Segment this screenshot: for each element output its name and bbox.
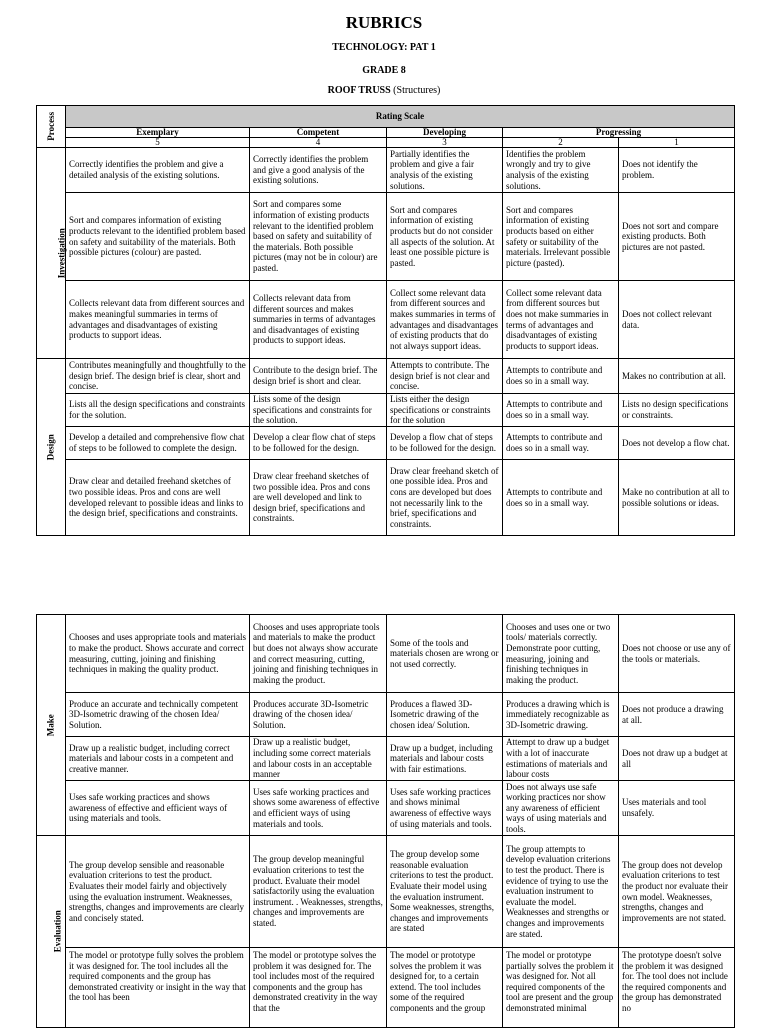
rubric-cell: Develop a flow chat of steps to be followed for the design.: [387, 427, 503, 460]
rubric-cell: Lists all the design specifications and constraints for the solution.: [66, 394, 250, 427]
rubric-cell: Contribute to the design brief. The design brief is short and clear.: [250, 359, 387, 394]
rubric-cell: Make no contribution at all to possible solutions or ideas.: [619, 460, 735, 536]
rubric-cell: The group develop some reasonable evaluation criterions to test the product. Evaluate their model using the evaluation instrument. Some weaknesses, strengths, changes and improvements are stated: [387, 836, 503, 948]
rubric-cell: Attempts to contribute and does so in a small way.: [503, 394, 619, 427]
table-row: [37, 836, 735, 948]
section-label: Make: [45, 714, 56, 736]
document-title: RUBRICS: [345, 13, 423, 32]
section-label: Design: [45, 433, 56, 461]
rubric-cell: Does not develop a flow chat.: [619, 427, 735, 460]
rubric-cell: Draw clear freehand sketches of two possible idea. Pros and cons are well developed and link to design brief, specifications and constraints.: [250, 460, 387, 536]
rubric-cell: Draw clear freehand sketch of one possible idea. Pros and cons are developed but does not necessarily link to the brief, specifications and constraints.: [387, 460, 503, 536]
rubric-cell: Attempts to contribute and does so in a small way.: [503, 359, 619, 394]
score-5: 5: [66, 138, 250, 148]
rubric-cell: Does not always use safe working practices nor show any awareness of efficient ways of using materials and tools.: [503, 781, 619, 836]
score-2: 2: [503, 138, 619, 148]
rubric-cell: Sort and compares information of existing products based on either safety or suitability of the materials. Irrelevant possible picture (pasted).: [503, 193, 619, 281]
section-design: [37, 359, 66, 536]
rubric-cell: Uses safe working practices and shows awareness of effective and efficient ways of using materials and tools.: [66, 781, 250, 836]
process-label: Process: [46, 112, 57, 141]
rubric-cell: Attempts to contribute and does so in a small way.: [503, 460, 619, 536]
rubric-cell: Does not produce a drawing at all.: [619, 693, 735, 737]
rubric-cell: Does not sort and compare existing products. Both pictures are not pasted.: [619, 193, 735, 281]
rubric-cell: Lists no design specifications or constraints.: [619, 394, 735, 427]
section-label: Investigation: [56, 227, 67, 279]
rubric-cell: Produce an accurate and technically competent 3D-Isometric drawing of the chosen Idea/ Solution.: [66, 693, 250, 737]
rubric-table-top: [36, 105, 735, 536]
rubric-cell: Uses materials and tool unsafely.: [619, 781, 735, 836]
table-row: [37, 948, 735, 1028]
rubric-cell: The group attempts to develop evaluation criterions to test the product. There is evidence of trying to use the evaluation instrument to evaluate the model. Weaknesses and strengths or changes and improvements are stated.: [503, 836, 619, 948]
process-header: [37, 106, 66, 148]
table-row: [37, 427, 735, 460]
rubric-cell: The model or prototype partially solves the problem it was designed for. Not all required components of the tool are present and the group demonstrated minimal: [503, 948, 619, 1028]
rubric-cell: Attempt to draw up a budget with a lot of inaccurate estimations of materials and labour costs: [503, 737, 619, 781]
rubric-cell: Attempts to contribute. The design brief is not clear and concise.: [387, 359, 503, 394]
level-competent: Competent: [250, 128, 387, 138]
rubric-cell: Chooses and uses one or two tools/ materials correctly. Demonstrate poor cutting, measuring, joining and finishing techniques in making the product.: [503, 615, 619, 693]
rubric-table-bottom: [36, 614, 735, 1028]
rubric-cell: The model or prototype fully solves the problem it was designed for. The tool includes all the required components and the group has demonstrated creativity or insight in the way that the tool has been: [66, 948, 250, 1028]
rubric-cell: Draw up a realistic budget, including correct materials and labour costs in a competent and creative manner.: [66, 737, 250, 781]
rubric-cell: Produces a flawed 3D-Isometric drawing of the chosen idea/ Solution.: [387, 693, 503, 737]
rubric-cell: Lists either the design specifications or constraints for the solution: [387, 394, 503, 427]
rubric-cell: Sort and compares information of existing products but do not consider all aspects of the solution. At least one possible picture is pasted.: [387, 193, 503, 281]
rubric-cell: Identifies the problem wrongly and try to give analysis of the existing solutions.: [503, 148, 619, 193]
rubric-cell: Draw up a budget, including materials and labour costs with fair estimations.: [387, 737, 503, 781]
rubric-cell: The model or prototype solves the problem it was designed for. The tool includes most of the required components and the group has demonstrated creativity in the way that the: [250, 948, 387, 1028]
rubric-cell: The prototype doesn't solve the problem it was designed for. The tool does not include the required components and the group has demonstrated no: [619, 948, 735, 1028]
rubric-cell: Correctly identifies the problem and give a detailed analysis of the existing solutions.: [66, 148, 250, 193]
table-row: [37, 281, 735, 359]
document-grade: GRADE 8: [362, 65, 406, 76]
rubric-cell: Draw up a realistic budget, including some correct materials and labour costs in an acceptable manner: [250, 737, 387, 781]
rubric-cell: Lists some of the design specifications and constraints for the solution.: [250, 394, 387, 427]
rubric-cell: Uses safe working practices and shows some awareness of effective and efficient ways of using materials and tools.: [250, 781, 387, 836]
rubric-cell: Chooses and uses appropriate tools and materials to make the product. Shows accurate and correct measuring, cutting, joining and finishing techniques in making the quality product.: [66, 615, 250, 693]
rubric-cell: Makes no contribution at all.: [619, 359, 735, 394]
project-note: (Structures): [393, 85, 441, 96]
section-evaluation: [37, 836, 66, 1028]
score-1: 1: [619, 138, 735, 148]
rubric-cell: The group develop meaningful evaluation criterions to test the product. Evaluate their model satisfactorily using the evaluation instrument. . Weaknesses, strengths, changes and improvements are stated.: [250, 836, 387, 948]
rubric-cell: Sort and compares information of existing products relevant to the identified problem based on safety and suitability of the materials. Both possible pictures (colour) are pasted.: [66, 193, 250, 281]
document-project: [0, 85, 768, 96]
rubric-cell: Does not choose or use any of the tools or materials.: [619, 615, 735, 693]
table-row: [37, 148, 735, 193]
table-row: [37, 460, 735, 536]
rubric-cell: Collect some relevant data from different sources and makes summaries in terms of advantages and disadvantages of existing products that do not always support ideas.: [387, 281, 503, 359]
rubric-cell: Produces accurate 3D-Isometric drawing of the chosen idea/ Solution.: [250, 693, 387, 737]
table-row: [37, 359, 735, 394]
rubric-cell: Uses safe working practices and shows minimal awareness of effective ways of using materials and tools.: [387, 781, 503, 836]
section-make: [37, 615, 66, 836]
rubric-cell: Collects relevant data from different sources and makes meaningful summaries in terms of advantages and disadvantages of existing products to support ideas.: [66, 281, 250, 359]
score-3: 3: [387, 138, 503, 148]
rubric-cell: Does not identify the problem.: [619, 148, 735, 193]
rubric-cell: Produces a drawing which is immediately recognizable as 3D-Isometric drawing.: [503, 693, 619, 737]
rubric-cell: The model or prototype solves the problem it was designed for, to a certain extend. The tool includes some of the required components and the group: [387, 948, 503, 1028]
table-row: [37, 615, 735, 693]
table-row: [37, 193, 735, 281]
rubric-cell: The group does not develop evaluation criterions to test the product nor evaluate their own model. Weaknesses, strengths, changes and improvements are not stated.: [619, 836, 735, 948]
level-progressing: Progressing: [503, 128, 735, 138]
rubric-cell: Contributes meaningfully and thoughtfully to the design brief. The design brief is clear, short and concise.: [66, 359, 250, 394]
rubric-cell: Draw clear and detailed freehand sketches of two possible ideas. Pros and cons are well developed relevant to possible ideas and links to the design brief, specifications and constraints.: [66, 460, 250, 536]
rubric-cell: Does not collect relevant data.: [619, 281, 735, 359]
project-name: ROOF TRUSS: [327, 85, 391, 96]
rubric-cell: Some of the tools and materials chosen are wrong or not used correctly.: [387, 615, 503, 693]
level-developing: Developing: [387, 128, 503, 138]
rubric-cell: Collect some relevant data from different sources but does not make summaries in terms of advantages and disadvantages of existing products to support ideas.: [503, 281, 619, 359]
table-row: [37, 737, 735, 781]
level-exemplary: Exemplary: [66, 128, 250, 138]
score-4: 4: [250, 138, 387, 148]
table-row: [37, 394, 735, 427]
document-subject: TECHNOLOGY: PAT 1: [332, 42, 436, 53]
table-row: [37, 781, 735, 836]
table-row: [37, 693, 735, 737]
section-label: Evaluation: [52, 910, 63, 953]
rating-scale-header: Rating Scale: [66, 106, 735, 128]
rubric-cell: Does not draw up a budget at all: [619, 737, 735, 781]
rubric-cell: Attempts to contribute and does so in a small way.: [503, 427, 619, 460]
rubric-cell: The group develop sensible and reasonable evaluation criterions to test the product. Evaluates their model fairly and objectively using the evaluation instrument. Weaknesses, strengths, changes and improvements are clearly and concisely stated.: [66, 836, 250, 948]
rubric-cell: Develop a detailed and comprehensive flow chat of steps to be followed to complete the design.: [66, 427, 250, 460]
rubric-cell: Collects relevant data from different sources and makes summaries in terms of advantages and disadvantages of existing products to support ideas.: [250, 281, 387, 359]
rubric-cell: Chooses and uses appropriate tools and materials to make the product but does not always show accurate and correct measuring, cutting, joining and finishing techniques in making the product.: [250, 615, 387, 693]
rubric-cell: Sort and compares some information of existing products relevant to the identified problem based on safety and suitability of the materials. Both possible pictures (may not be in colour) are pasted.: [250, 193, 387, 281]
rubric-cell: Partially identifies the problem and give a fair analysis of the existing solutions.: [387, 148, 503, 193]
rubric-cell: Correctly identifies the problem and give a good analysis of the existing solutions.: [250, 148, 387, 193]
rubric-cell: Develop a clear flow chat of steps to be followed for the design.: [250, 427, 387, 460]
section-investigation: [37, 148, 66, 359]
